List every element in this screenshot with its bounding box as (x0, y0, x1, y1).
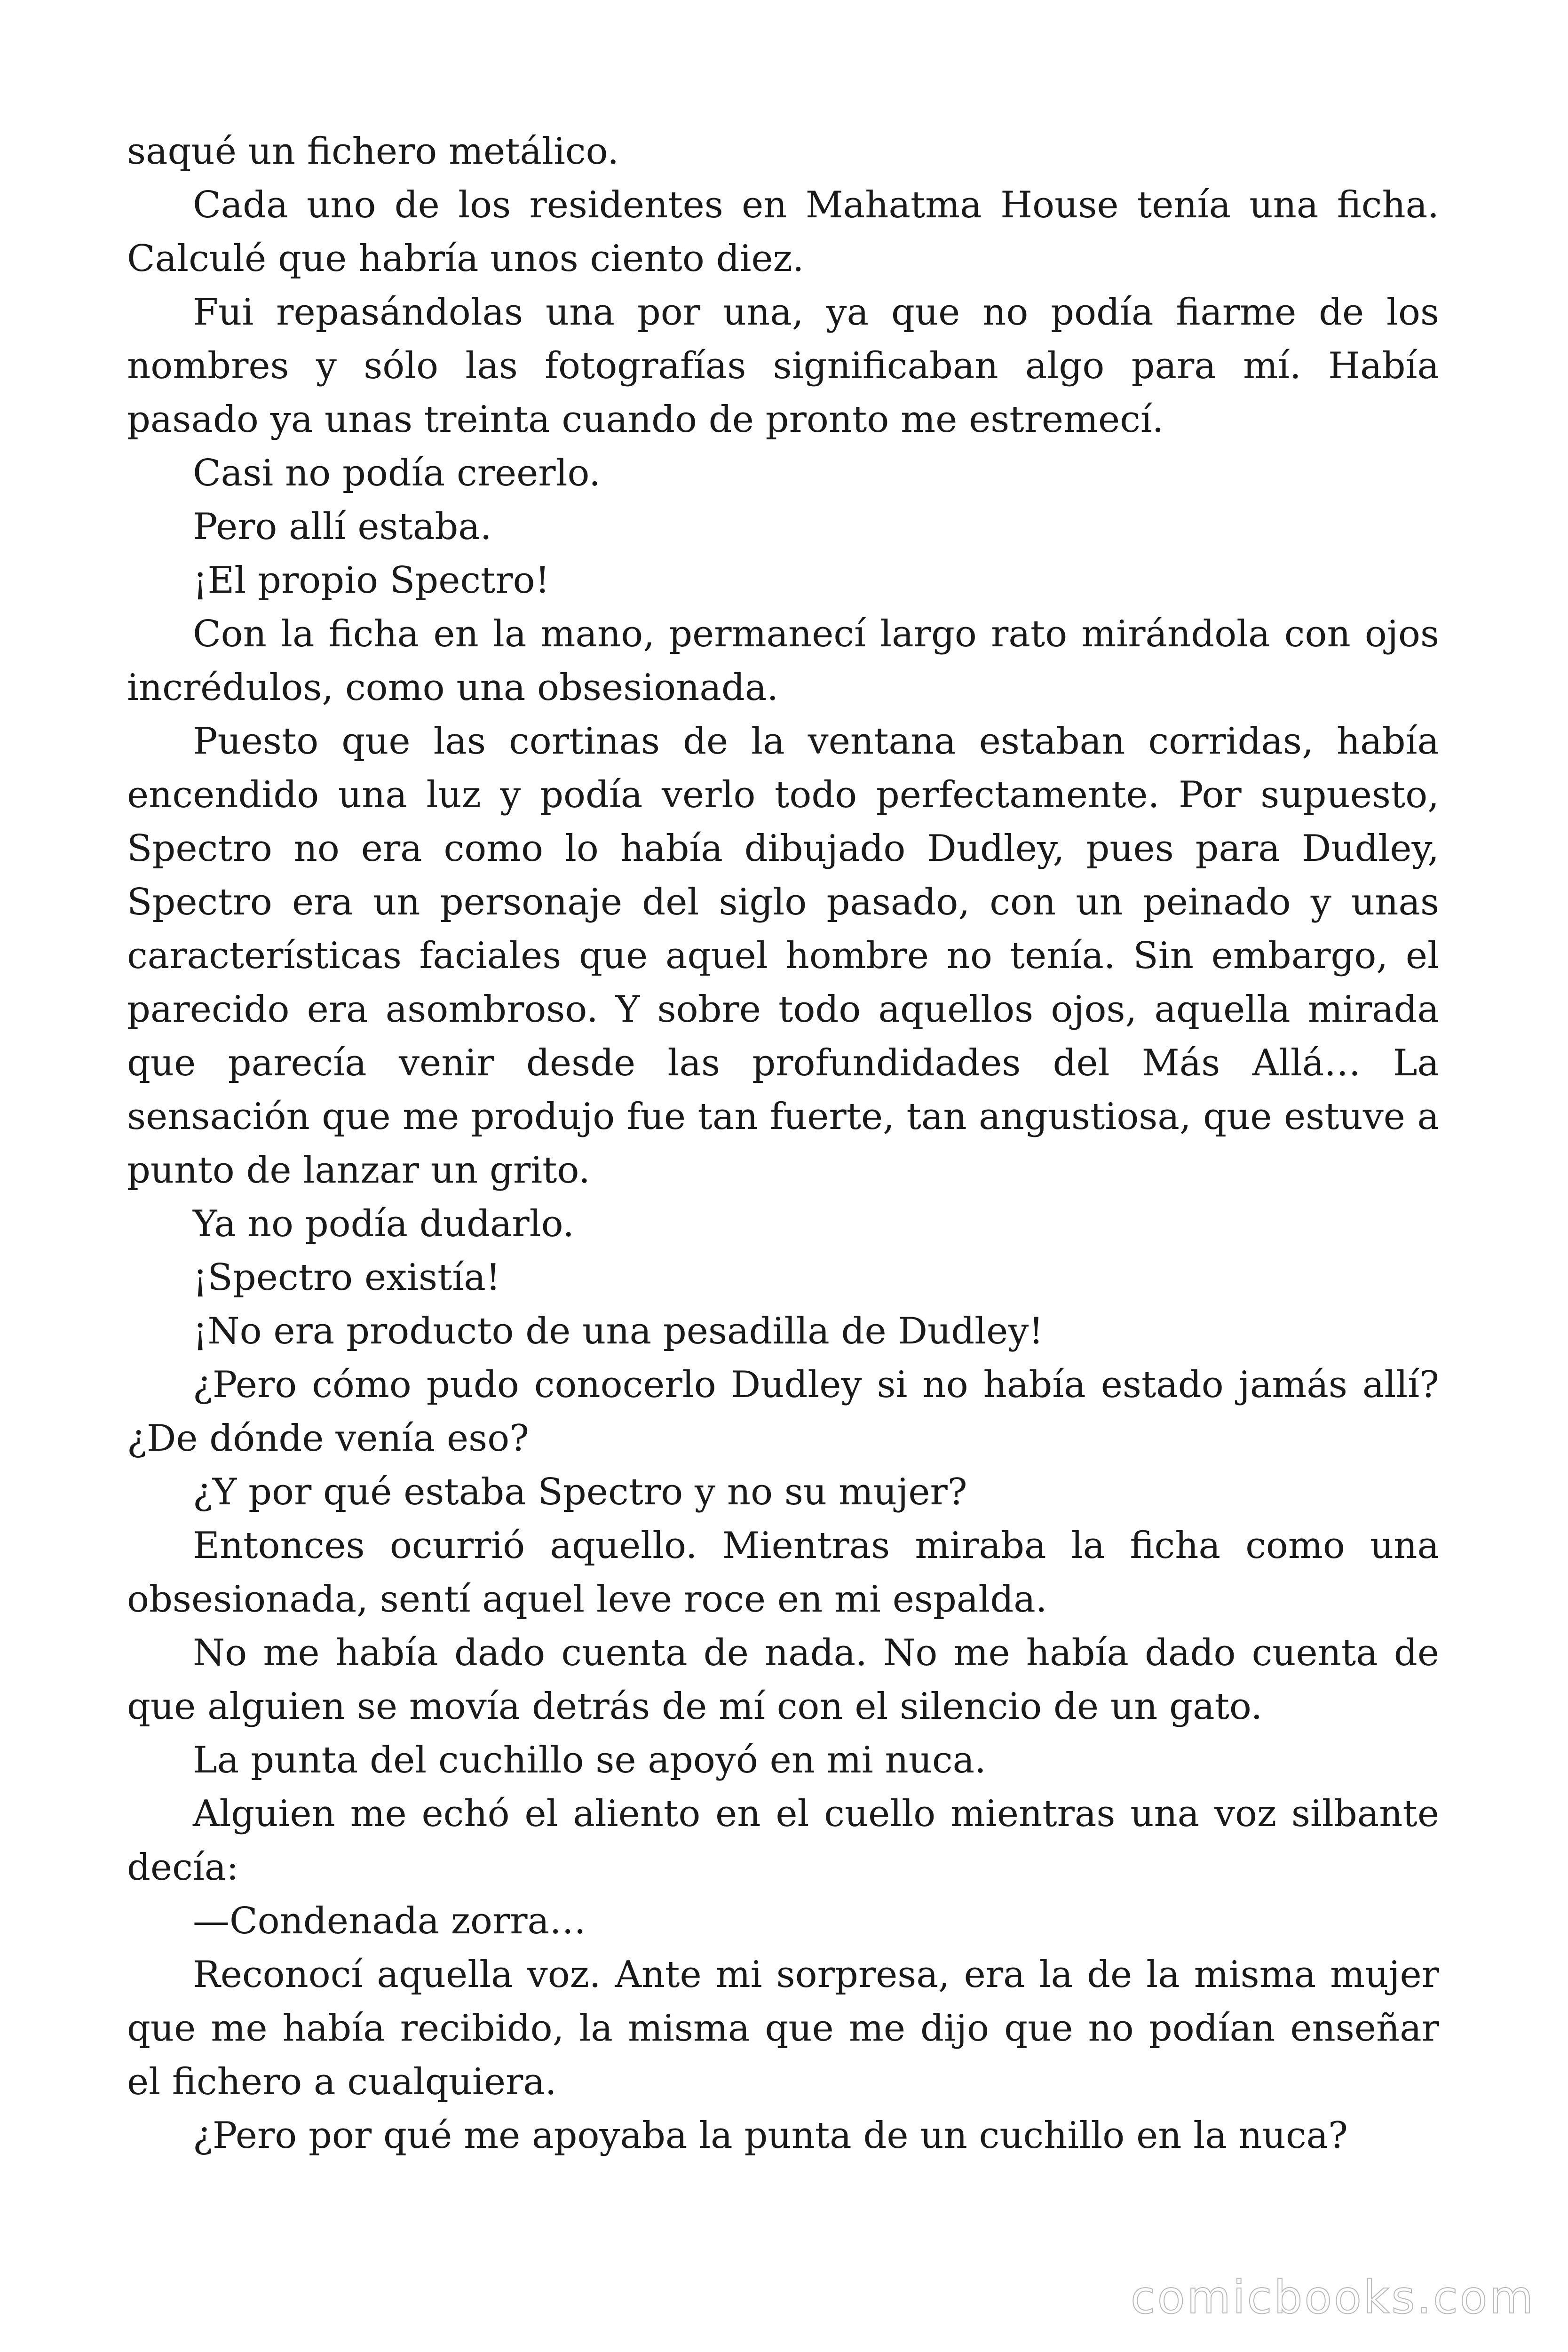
paragraph: ¡No era producto de una pesadilla de Dudley! (193, 1310, 1044, 1352)
paragraph: —Condenada zorra… (193, 1900, 586, 1942)
paragraph: ¡El propio Spectro! (193, 559, 550, 602)
watermark-logo: comicbooks.com (1130, 2271, 1535, 2324)
paragraph: Puesto que las cortinas de la ventana estaban corridas, había encendido una luz y podía verlo todo perfectamente. Por supuesto, Spectro no era como lo había dibujado Dudley, pues para Dudley, Spectro era un personaje del siglo pasado, con un peinado y unas características faciales que aquel hombre no tenía. Sin embargo, el parecido era asombroso. Y sobre todo aquellos ojos, aquella mirada que parecía venir desde las profundidades del Más Allá… La sensación que me produjo fue tan fuerte, tan angustiosa, que estuve a punto de lanzar un grito. (127, 720, 1439, 1192)
paragraph: Casi no podía creerlo. (193, 452, 601, 494)
paragraph: Pero allí estaba. (193, 506, 492, 548)
paragraph: Cada uno de los residentes en Mahatma House tenía una ficha. Calculé que habría unos ciento diez. (127, 184, 1439, 280)
paragraph: Con la ficha en la mano, permanecí largo rato mirándola con ojos incrédulos, como una obsesionada. (127, 613, 1439, 709)
paragraph: Alguien me echó el aliento en el cuello mientras una voz silbante decía: (127, 1793, 1439, 1889)
paragraph: Reconocí aquella voz. Ante mi sorpresa, era la de la misma mujer que me había recibido, la misma que me dijo que no podían enseñar el fichero a cualquiera. (127, 1954, 1439, 2103)
paragraph: ¿Pero por qué me apoyaba la punta de un cuchillo en la nuca? (193, 2114, 1348, 2157)
paragraph: Fui repasándolas una por una, ya que no podía fiarme de los nombres y sólo las fotografías significaban algo para mí. Había pasado ya unas treinta cuando de pronto me estremecí. (127, 291, 1439, 441)
paragraph: ¡Spectro existía! (193, 1256, 501, 1299)
page-body (127, 125, 1439, 2162)
paragraph-continuation: saqué un fichero metálico. (127, 130, 619, 173)
paragraph: ¿Y por qué estaba Spectro y no su mujer? (193, 1471, 967, 1513)
paragraph: No me había dado cuenta de nada. No me había dado cuenta de que alguien se movía detrás de mí con el silencio de un gato. (127, 1632, 1439, 1728)
paragraph: Ya no podía dudarlo. (193, 1203, 575, 1245)
paragraph: ¿Pero cómo pudo conocerlo Dudley si no había estado jamás allí? ¿De dónde venía eso? (127, 1364, 1439, 1460)
paragraph: Entonces ocurrió aquello. Mientras miraba la ficha como una obsesionada, sentí aquel leve roce en mi espalda. (127, 1525, 1439, 1621)
paragraph: La punta del cuchillo se apoyó en mi nuca. (193, 1739, 986, 1781)
